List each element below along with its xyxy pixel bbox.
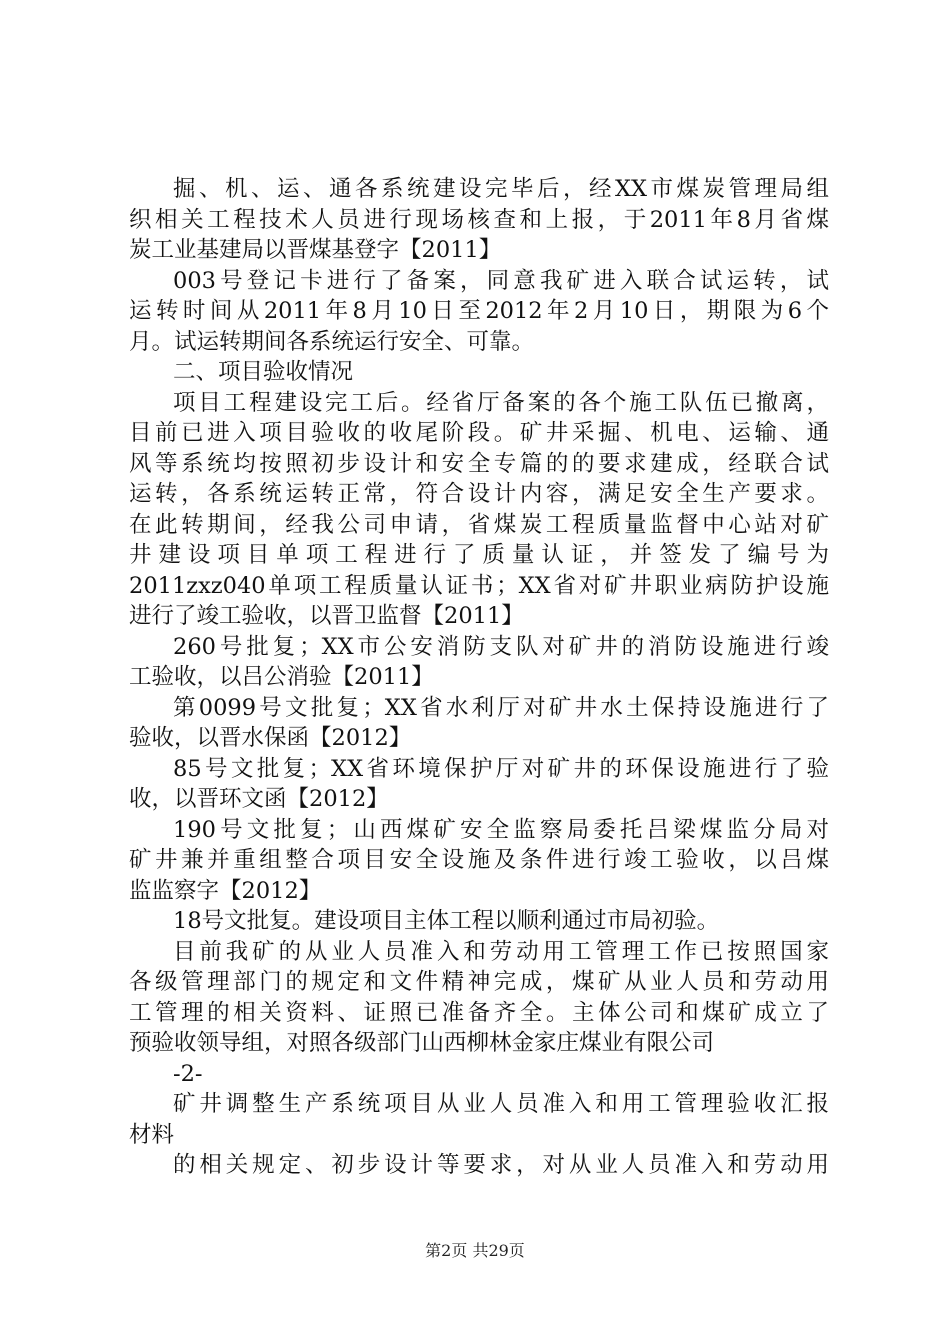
text-line: 项目工程建设完工后。经省厅备案的各个施工队伍已撤离， [173,389,829,416]
text-line: 各级管理部门的规定和文件精神完成，煤矿从业人员和劳动用 [129,969,829,995]
text-line: 风等系统均按照初步设计和安全专篇的的要求建成，经联合试 [129,450,829,477]
text-line: 003号登记卡进行了备案，同意我矿进入联合试运转，试 [173,267,829,294]
text-line: 矿井调整生产系统项目从业人员准入和用工管理验收汇报 [173,1091,829,1117]
text-line: 验收，以晋水保函【2012】 [129,725,412,751]
text-line: 260号批复；XX市公安消防支队对矿井的消防设施进行竣 [173,633,829,660]
text-line: 进行了竣工验收，以晋卫监督【2011】 [129,603,524,629]
text-line: 在此转期间，经我公司申请，省煤炭工程质量监督中心站对矿 [129,511,829,538]
text-line: 井建设项目单项工程进行了质量认证，并签发了编号为 [129,542,829,568]
document-body [129,174,829,1181]
text-line: 190号文批复；山西煤矿安全监察局委托吕梁煤监分局对 [173,816,829,843]
text-line: 85号文批复；XX省环境保护厅对矿井的环保设施进行了验 [173,755,829,782]
text-line: 炭工业基建局以晋煤基登字【2011】 [129,237,502,263]
text-line: 预验收领导组，对照各级部门山西柳林金家庄煤业有限公司 [129,1030,715,1056]
text-line: 工管理的相关资料、证照已准备齐全。主体公司和煤矿成立了 [129,999,829,1026]
text-line: 目前已进入项目验收的收尾阶段。矿井采掘、机电、运输、通 [129,420,829,446]
page-footer: 第2页 共29页 [425,1241,525,1260]
text-line: 第0099号文批复；XX省水利厅对矿井水土保持设施进行了 [173,694,829,721]
text-line: 监监察字【2012】 [129,877,322,904]
text-line: 的相关规定、初步设计等要求，对从业人员准入和劳动用 [173,1152,829,1178]
text-line: 收，以晋环文函【2012】 [129,786,389,812]
text-line: 织相关工程技术人员进行现场核查和上报，于2011年8月省煤 [129,206,829,233]
text-line: 18号文批复。建设项目主体工程以顺利通过市局初验。 [173,908,720,934]
text-line: 矿井兼并重组整合项目安全设施及条件进行竣工验收，以吕煤 [129,847,829,873]
text-line: 工验收，以吕公消验【2011】 [129,664,434,690]
text-line: 材料 [129,1121,175,1148]
text-line: 运转，各系统运转正常，符合设计内容，满足安全生产要求。 [129,481,829,507]
text-line: 2011zxz040单项工程质量认证书；XX省对矿井职业病防护设施 [129,572,829,599]
page-marker: -2- [173,1060,203,1087]
text-line: 目前我矿的从业人员准入和劳动用工管理工作已按照国家 [173,938,829,965]
text-line: 月。试运转期间各系统运行安全、可靠。 [129,328,535,355]
section-heading: 二、项目验收情况 [173,359,354,385]
text-line: 掘、机、运、通各系统建设完毕后，经XX市煤炭管理局组 [173,176,829,202]
text-line: 运转时间从2011年8月10日至2012年2月10日，期限为6个 [129,298,829,324]
